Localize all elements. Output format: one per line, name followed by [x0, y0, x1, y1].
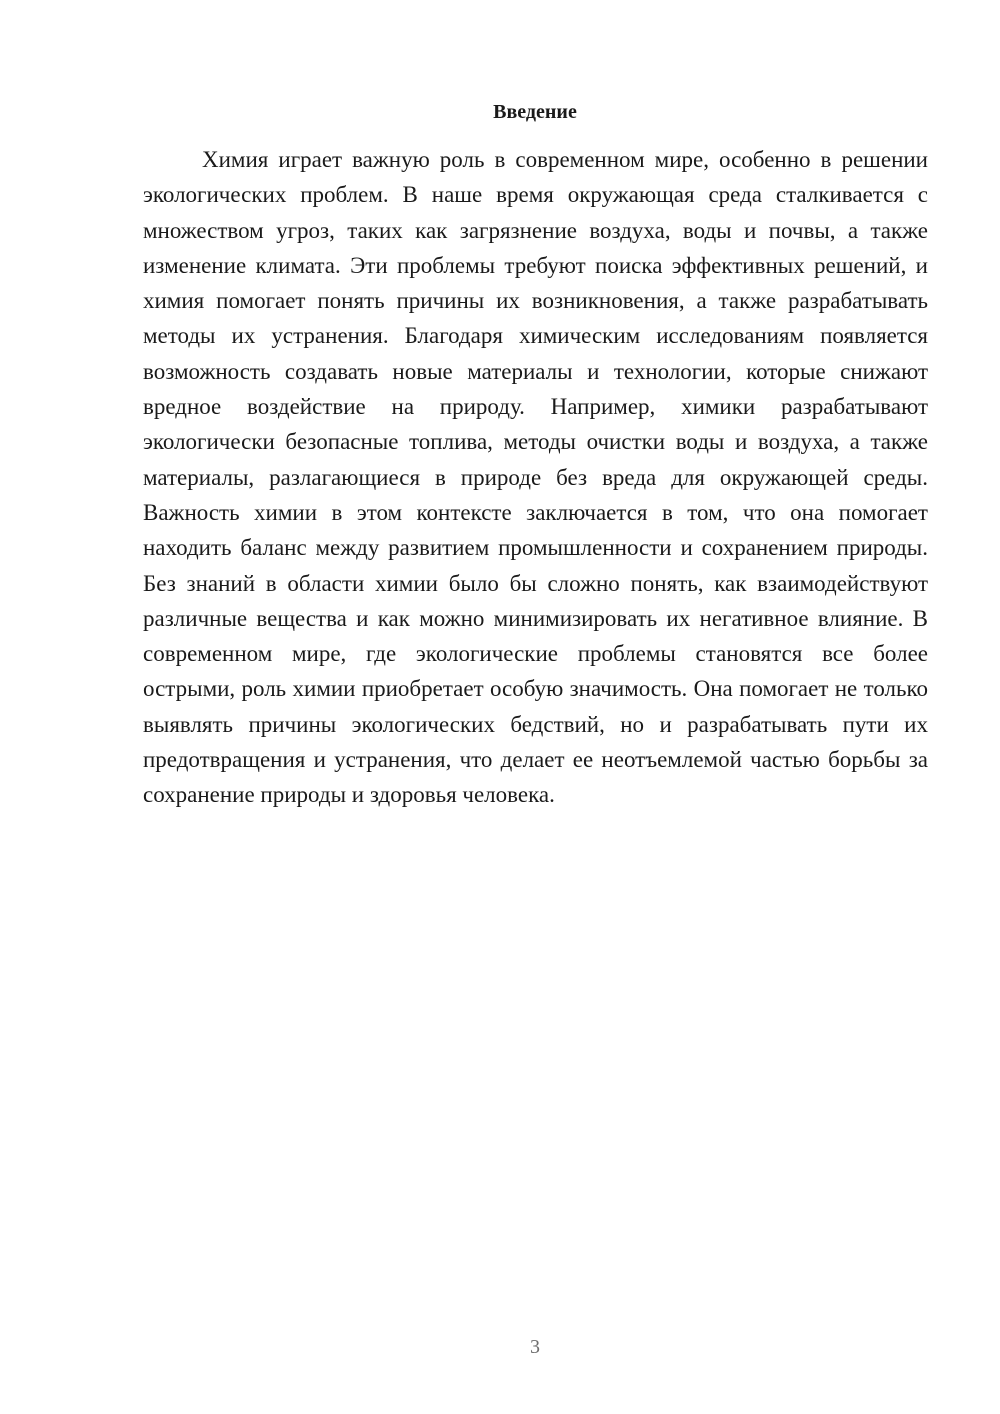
- page-number: 3: [530, 1336, 540, 1358]
- section-heading: Введение: [493, 101, 577, 123]
- intro-paragraph: Химия играет важную роль в современном мире, особенно в решении экологических проблем. В наше время окружающая среда сталкивается с множеством угроз, таких как загрязнение воздуха, воды и почвы, а также изменение климата. Эти проблемы требуют поиска эффективных решений, и химия помогает понять причины их возникновения, а также разрабатывать методы их устранения. Благодаря химическим исследованиям появляется возможность создавать новые материалы и технологии, которые снижают вредное воздействие на природу. Например, химики разрабатывают экологически безопасные топлива, методы очистки воды и воздуха, а также материалы, разлагающиеся в природе без вреда для окружающей среды. Важность химии в этом контексте заключается в том, что она помогает находить баланс между развитием промышленности и сохранением природы. Без знаний в области химии было бы сложно понять, как взаимодействуют различные вещества и как можно минимизировать их негативное влияние. В современном мире, где экологические проблемы становятся все более острыми, роль химии приобретает особую значимость. Она помогает не только выявлять причины экологических бедствий, но и разрабатывать пути их предотвращения и устранения, что делает ее неотъемлемой частью борьбы за сохранение природы и здоровья человека.: [143, 147, 928, 808]
